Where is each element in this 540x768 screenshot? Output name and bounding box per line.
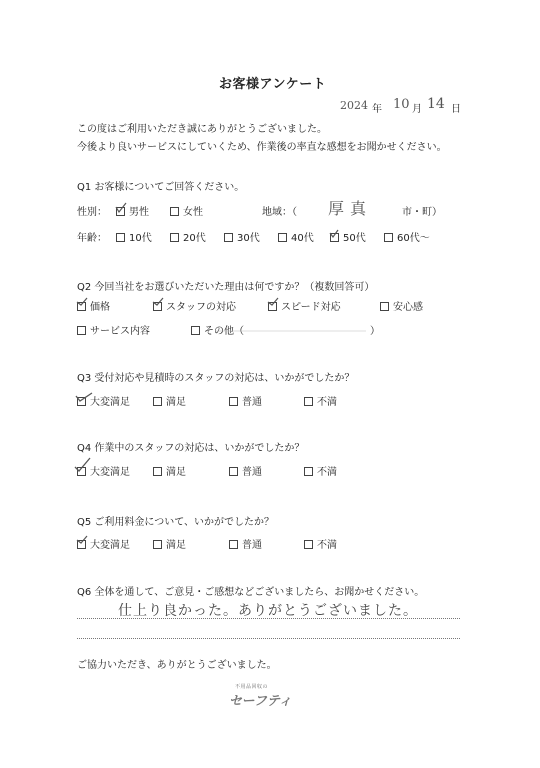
date-year: 2024 xyxy=(340,99,368,112)
q2-heading: Q2 今回当社をお選びいただいた理由は何ですか？（複数回答可） xyxy=(77,282,375,293)
reason-speed-checkbox[interactable] xyxy=(268,302,277,311)
age-30-checkbox[interactable] xyxy=(224,233,233,242)
age-option-40[interactable]: 40代 xyxy=(278,229,314,244)
logo-tagline: 不用品回収の xyxy=(235,684,269,690)
q5-normal-checkbox[interactable] xyxy=(229,540,238,549)
page-title: お客様アンケート xyxy=(219,77,327,92)
region-suffix: 市・町） xyxy=(402,207,442,218)
q3-satisfied-checkbox[interactable] xyxy=(153,397,162,406)
reason-option-staff[interactable]: スタッフの対応 xyxy=(153,298,236,313)
reason-staff-checkbox[interactable] xyxy=(153,302,162,311)
region-value: 厚真 xyxy=(328,199,373,218)
date-month: 10 xyxy=(393,97,410,112)
q3-heading: Q3 受付対応や見積時のスタッフの対応は、いかがでしたか？ xyxy=(77,373,355,384)
gender-option-female[interactable]: 女性 xyxy=(170,203,203,218)
age-option-20[interactable]: 20代 xyxy=(170,229,206,244)
q5-option-unsatisfied[interactable]: 不満 xyxy=(304,536,337,551)
age-10-checkbox[interactable] xyxy=(116,233,125,242)
q3-option-satisfied[interactable]: 満足 xyxy=(153,393,186,408)
q4-option-very-satisfied[interactable]: 大変満足 xyxy=(77,463,130,478)
age-label: 年齢： xyxy=(77,233,107,244)
q5-very-satisfied-checkbox[interactable] xyxy=(77,540,86,549)
region-label: 地域：（ xyxy=(262,207,297,218)
company-logo: セーフティ xyxy=(229,694,292,709)
gender-label: 性別： xyxy=(77,207,107,218)
q4-unsatisfied-checkbox[interactable] xyxy=(304,467,313,476)
age-60-checkbox[interactable] xyxy=(384,233,393,242)
age-option-30[interactable]: 30代 xyxy=(224,229,260,244)
reason-option-service[interactable]: サービス内容 xyxy=(77,322,150,337)
q4-option-unsatisfied[interactable]: 不満 xyxy=(304,463,337,478)
q3-very-satisfied-checkbox[interactable] xyxy=(77,397,86,406)
date-day-label: 日 xyxy=(451,104,461,115)
reason-option-speed[interactable]: スピード対応 xyxy=(268,298,341,313)
q6-heading: Q6 全体を通して、ご意見・ご感想などございましたら、お聞かせください。 xyxy=(77,587,425,598)
date-year-label: 年 xyxy=(372,104,382,115)
age-20-checkbox[interactable] xyxy=(170,233,179,242)
date-day: 14 xyxy=(427,96,445,112)
answer-line-2 xyxy=(77,638,460,639)
q4-normal-checkbox[interactable] xyxy=(229,467,238,476)
q5-unsatisfied-checkbox[interactable] xyxy=(304,540,313,549)
intro-line-2: 今後より良いサービスにしていくため、作業後の率直な感想をお聞かせください。 xyxy=(77,142,447,153)
q4-satisfied-checkbox[interactable] xyxy=(153,467,162,476)
q3-option-normal[interactable]: 普通 xyxy=(229,393,262,408)
reason-trust-checkbox[interactable] xyxy=(380,302,389,311)
age-40-checkbox[interactable] xyxy=(278,233,287,242)
reason-option-trust[interactable]: 安心感 xyxy=(380,298,423,313)
q6-answer[interactable]: 仕上り良かった。ありがとうございました。 xyxy=(118,603,418,619)
reason-option-other[interactable]: その他（ xyxy=(191,322,244,337)
q1-heading: Q1 お客様についてご回答ください。 xyxy=(77,182,245,193)
closing-message: ご協力いただき、ありがとうございました。 xyxy=(77,660,277,671)
q4-option-normal[interactable]: 普通 xyxy=(229,463,262,478)
age-option-60[interactable]: 60代～ xyxy=(384,229,430,244)
q5-option-normal[interactable]: 普通 xyxy=(229,536,262,551)
answer-line-1 xyxy=(77,618,460,619)
reason-price-checkbox[interactable] xyxy=(77,302,86,311)
gender-female-checkbox[interactable] xyxy=(170,207,179,216)
age-option-10[interactable]: 10代 xyxy=(116,229,152,244)
intro-line-1: この度はご利用いただき誠にありがとうございました。 xyxy=(77,124,327,135)
reason-other-close: ） xyxy=(370,326,380,337)
q4-heading: Q4 作業中のスタッフの対応は、いかがでしたか？ xyxy=(77,443,305,454)
q5-option-satisfied[interactable]: 満足 xyxy=(153,536,186,551)
q3-unsatisfied-checkbox[interactable] xyxy=(304,397,313,406)
age-50-checkbox[interactable] xyxy=(330,233,339,242)
reason-other-checkbox[interactable] xyxy=(191,326,200,335)
date-month-label: 月 xyxy=(412,104,422,115)
q3-option-unsatisfied[interactable]: 不満 xyxy=(304,393,337,408)
q5-heading: Q5 ご利用料金について、いかがでしたか？ xyxy=(77,517,275,528)
reason-option-price[interactable]: 価格 xyxy=(77,298,110,313)
gender-male-checkbox[interactable] xyxy=(116,207,125,216)
q3-option-very-satisfied[interactable]: 大変満足 xyxy=(77,393,130,408)
q3-normal-checkbox[interactable] xyxy=(229,397,238,406)
age-option-50[interactable]: 50代 xyxy=(330,229,366,244)
q4-very-satisfied-checkbox[interactable] xyxy=(77,467,86,476)
q5-satisfied-checkbox[interactable] xyxy=(153,540,162,549)
q5-option-very-satisfied[interactable]: 大変満足 xyxy=(77,536,130,551)
q4-option-satisfied[interactable]: 満足 xyxy=(153,463,186,478)
reason-service-checkbox[interactable] xyxy=(77,326,86,335)
gender-option-male[interactable]: 男性 xyxy=(116,203,149,218)
